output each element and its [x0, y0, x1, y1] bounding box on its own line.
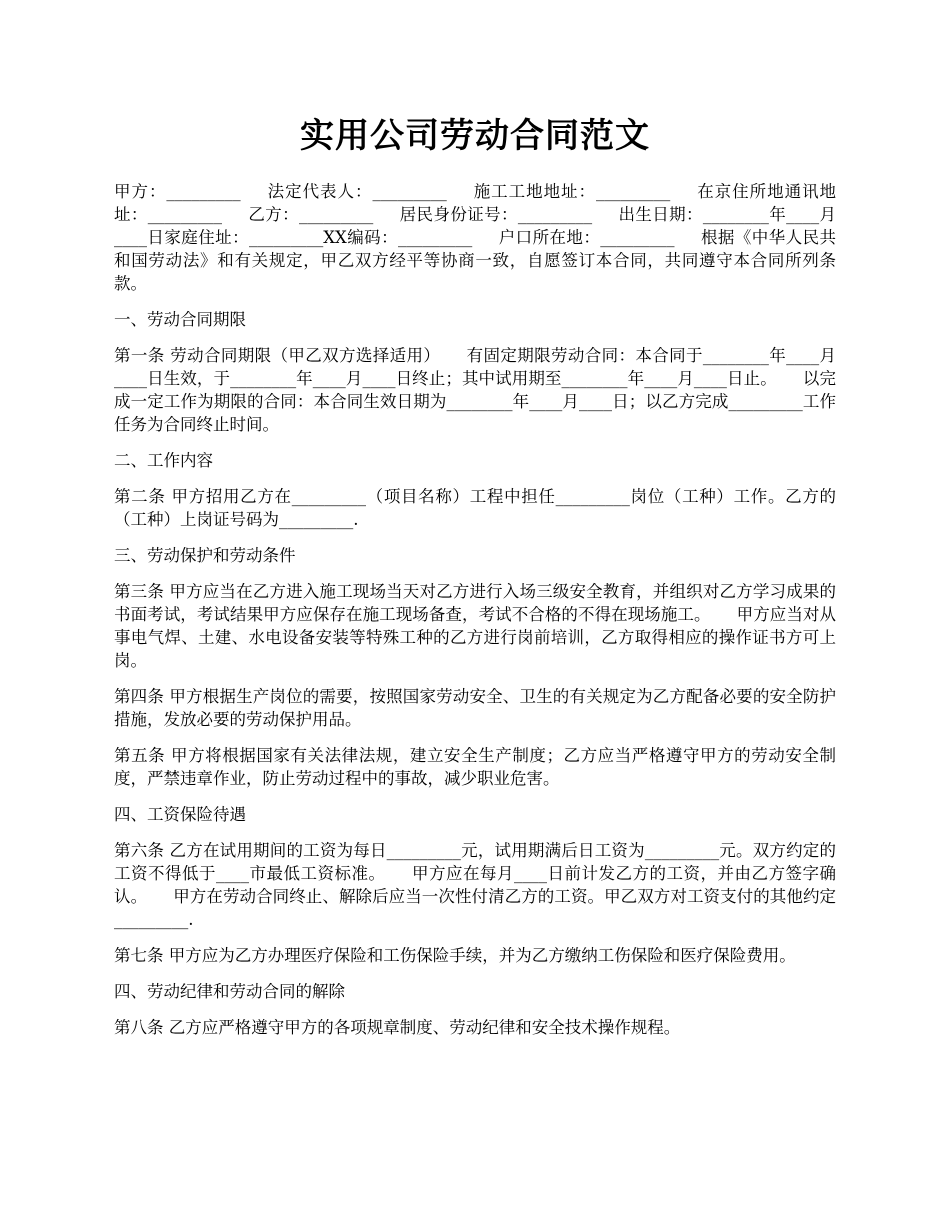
- text-run: 第一条 劳动合同期限（甲乙双方选择适用）: [114, 346, 441, 365]
- text-run: 甲方应在每月____日前计发乙方的工资，并由乙方签字确认。: [114, 864, 836, 906]
- text-run: 一、劳动合同期限: [114, 310, 246, 329]
- section-heading: [114, 308, 836, 331]
- paragraph: [114, 944, 836, 967]
- paragraph: [114, 580, 836, 672]
- text-run: 二、工作内容: [114, 451, 213, 470]
- paragraph: [114, 685, 836, 731]
- text-run: 户口所在地：_________: [498, 228, 675, 247]
- text-run: 甲方在劳动合同终止、解除后应当一次性付清乙方的工资。甲乙双方对工资支付的其他约定_________.: [114, 887, 837, 929]
- section-heading: [114, 544, 836, 567]
- paragraph: [114, 839, 836, 931]
- paragraph: [114, 180, 836, 295]
- section-heading: [114, 449, 836, 472]
- text-run: 第六条 乙方在试用期间的工资为每日_________元，试用期满后日工资为_________元。双方约定的工资不得低于____市最低工资标准。: [114, 841, 836, 883]
- paragraph: [114, 485, 836, 531]
- text-run: 法定代表人：_________: [266, 182, 447, 201]
- section-heading: [114, 980, 836, 1003]
- text-run: 三、劳动保护和劳动条件: [114, 546, 296, 565]
- text-run: 有固定期限劳动合同：本合同于________年____月____日生效，于________年____月____日终止；其中试用期至________年____月____日止。: [114, 346, 836, 388]
- text-run: 第八条 乙方应严格遵守甲方的各项规章制度、劳动纪律和安全技术操作规程。: [114, 1018, 681, 1037]
- document-title: 实用公司劳动合同范文: [300, 116, 650, 156]
- text-run: 居民身份证号：_________: [399, 205, 593, 224]
- text-run: 第三条 甲方应当在乙方进入施工现场当天对乙方进行入场三级安全教育，并组织对乙方学习成果的书面考试，考试结果甲方应保存在施工现场备查，考试不合格的不得在现场施工。: [114, 582, 836, 624]
- text-run: 甲方应当对从事电气焊、土建、水电设备安装等特殊工种的乙方进行岗前培训，乙方取得相应的操作证书方可上岗。: [114, 605, 837, 670]
- text-run: 第二条 甲方招用乙方在_________（项目名称）工程中担任_________岗位（工种）工作。乙方的（工种）上岗证号码为_________.: [114, 487, 836, 529]
- text-run: 第四条 甲方根据生产岗位的需要，按照国家劳动安全、卫生的有关规定为乙方配备必要的安全防护措施，发放必要的劳动保护用品。: [114, 687, 836, 729]
- document-body: [114, 180, 836, 1052]
- text-run: 根据《中华人民共和国劳动法》和有关规定，甲乙双方经平等协商一致，自愿签订本合同，共同遵守本合同所列条款。: [114, 228, 837, 293]
- text-run: 乙方：_________: [248, 205, 374, 224]
- text-run: 第五条 甲方将根据国家有关法律法规，建立安全生产制度；乙方应当严格遵守甲方的劳动安全制度，严禁违章作业，防止劳动过程中的事故，减少职业危害。: [114, 746, 836, 788]
- paragraph: [114, 1016, 836, 1039]
- paragraph: [114, 344, 836, 436]
- paragraph: [114, 744, 836, 790]
- text-run: 以完成一定工作为期限的合同：本合同生效日期为________年____月____日；以乙方完成_________工作任务为合同终止时间。: [114, 369, 837, 434]
- text-run: 甲方：_________: [114, 182, 241, 201]
- section-heading: [114, 803, 836, 826]
- text-run: 四、工资保险待遇: [114, 805, 246, 824]
- text-run: 第七条 甲方应为乙方办理医疗保险和工伤保险手续，并为乙方缴纳工伤保险和医疗保险费用。: [114, 946, 796, 965]
- text-run: 四、劳动纪律和劳动合同的解除: [114, 982, 345, 1001]
- text-run: 施工工地地址：_________: [472, 182, 671, 201]
- text-run: 在京住所地通讯地址：_________: [114, 182, 837, 224]
- text-run: 出生日期：________年____月____日家庭住址：_________XX编码：_________: [114, 205, 837, 247]
